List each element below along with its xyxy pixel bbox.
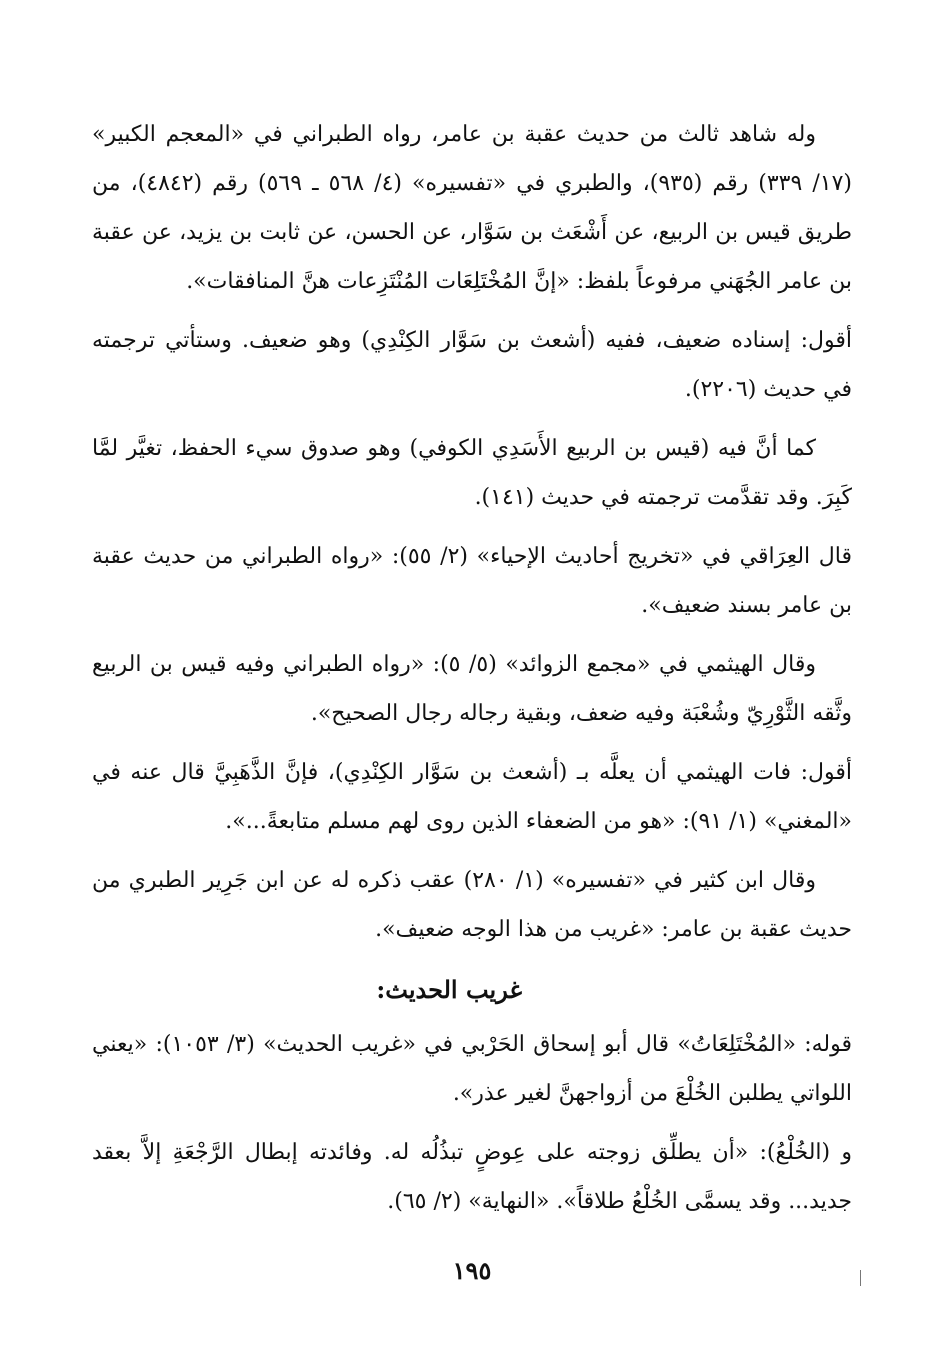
paragraph-khul-definition: و (الخُلْعُ): «أن يطلِّق زوجته على عِوضٍ تبذُلُه له. وفائدته إبطال الرَّجْعَةِ إلاَّ بعقد جديد... وقد يسمَّى الخُلْعُ طلاقاً». «النهاية» (٢/ ٦٥). [92, 1140, 852, 1214]
page-body [92, 110, 852, 1236]
paragraph-dhahabi-note: أقول: فات الهيثمي أن يعلَّه بـ (أشعث بن سَوَّار الكِنْدِي)، فإنَّ الذَّهَبِيَّ قال عنه في «المغني» (١/ ٩١): «هو من الضعفاء الذين روى لهم مسلم متابعةً...». [92, 760, 852, 834]
paragraph-mukhtaliat-definition: قوله: «المُخْتَلِعَاتُ» قال أبو إسحاق الحَرْبي في «غريب الحديث» (٣/ ١٠٥٣): «يعني اللواتي يطلبن الخُلْعَ من أزواجهنَّ لغير عذر». [92, 1032, 852, 1106]
paragraph-narrator-qays: كما أنَّ فيه (قيس بن الربيع الأَسَدِي الكوفي) وهو صدوق سيء الحفظ، تغيَّر لمَّا كَبِرَ. وقد تقدَّمت ترجمته في حديث (١٤١). [92, 436, 852, 510]
paragraph-ibn-kathir-quote: وقال ابن كثير في «تفسيره» (١/ ٢٨٠) عقب ذكره له عن ابن جَرِير الطبري من حديث عقبة بن عامر: «غريب من هذا الوجه ضعيف». [92, 868, 852, 942]
section-heading: غريب الحديث: [376, 975, 522, 1004]
paragraph-iraqi-quote: قال العِرَاقي في «تخريج أحاديث الإحياء» (٢/ ٥٥): «رواه الطبراني من حديث عقبة بن عامر بسند ضعيف». [92, 544, 852, 618]
page-number: ١٩٥ [452, 1256, 492, 1285]
paragraph-isnad-assessment: أقول: إسناده ضعيف، ففيه (أشعث بن سَوَّار الكِنْدِي) وهو ضعيف. وستأتي ترجمته في حديث (٢٢٠٦). [92, 328, 852, 402]
scan-mark [860, 1270, 861, 1286]
paragraph-supporting-hadith: وله شاهد ثالث من حديث عقبة بن عامر، رواه الطبراني في «المعجم الكبير» (١٧/ ٣٣٩) رقم (٩٣٥)، والطبري في «تفسيره» (٤/ ٥٦٨ ـ ٥٦٩) رقم (٤٨٤٢)، من طريق قيس بن الربيع، عن أَشْعَث بن سَوَّار، عن الحسن، عن ثابت بن يزيد، عن عقبة بن عامر الجُهَني مرفوعاً بلفظ: «إنَّ المُخْتَلِعَات المُنْتَزِعات هنَّ المنافقات». [92, 122, 853, 294]
paragraph-haythami-quote: وقال الهيثمي في «مجمع الزوائد» (٥/ ٥): «رواه الطبراني وفيه قيس بن الربيع وثَّقه الثَّوْرِيّ وشُعْبَة وفيه ضعف، وبقية رجاله رجال الصحيح». [92, 652, 852, 726]
